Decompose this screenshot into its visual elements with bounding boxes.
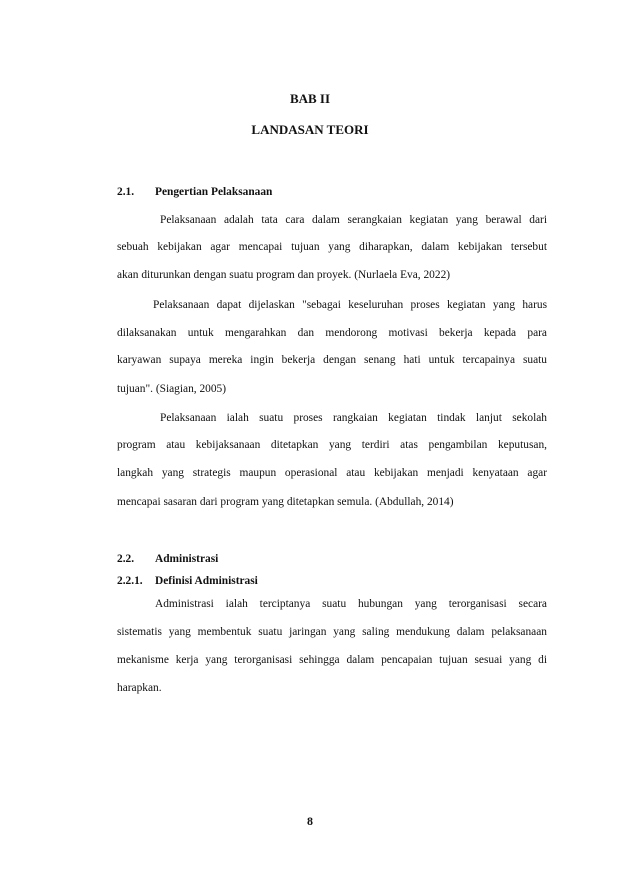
section-2-2-number: 2.2. [117,553,135,565]
paragraph-line: Pelaksanaan adalah tata cara dalam serangkaian kegiatan yang berawal dari [160,214,547,226]
paragraph-line: karyawan supaya mereka ingin bekerja dengan senang hati untuk tercapainya suatu [117,354,547,366]
section-2-1-heading: Pengertian Pelaksanaan [155,186,273,198]
section-2-1-number: 2.1. [117,186,135,198]
paragraph-line: program atau kebijaksanaan ditetapkan yang terdiri atas pengambilan keputusan, [117,439,547,451]
paragraph-line: akan diturunkan dengan suatu program dan proyek. (Nurlaela Eva, 2022) [117,269,451,281]
paragraph-line: Administrasi ialah terciptanya suatu hubungan yang terorganisasi secara [155,598,547,610]
section-2-2-heading: Administrasi [155,553,219,565]
paragraph-line: sistematis yang membentuk suatu jaringan yang saling mendukung dalam pelaksanaan [117,626,547,638]
chapter-number: BAB II [289,91,331,106]
paragraph-line: mekanisme kerja yang terorganisasi sehingga dalam pencapaian tujuan sesuai yang di [117,654,547,666]
section-2-2-1-heading: Definisi Administrasi [155,575,258,587]
paragraph-line: harapkan. [117,682,162,694]
paragraph-line: Pelaksanaan dapat dijelaskan "sebagai keseluruhan proses kegiatan yang harus [153,299,547,311]
paragraph-line: langkah yang strategis maupun operasional atau kebijakan menjadi kenyataan agar [117,467,547,479]
paragraph-line: Pelaksanaan ialah suatu proses rangkaian kegiatan tindak lanjut sekolah [160,412,547,424]
page-number: 8 [307,814,313,828]
paragraph-line: sebuah kebijakan agar mencapai tujuan yang diharapkan, dalam kebijakan tersebut [117,241,547,253]
paragraph-line: mencapai sasaran dari program yang ditetapkan semula. (Abdullah, 2014) [117,496,454,508]
paragraph-line: dilaksanakan untuk mengarahkan dan mendorong motivasi bekerja kepada para [117,327,547,339]
paragraph-line: tujuan". (Siagian, 2005) [117,383,227,395]
chapter-title: LANDASAN TEORI [251,122,369,137]
section-2-2-1-number: 2.2.1. [117,575,143,587]
